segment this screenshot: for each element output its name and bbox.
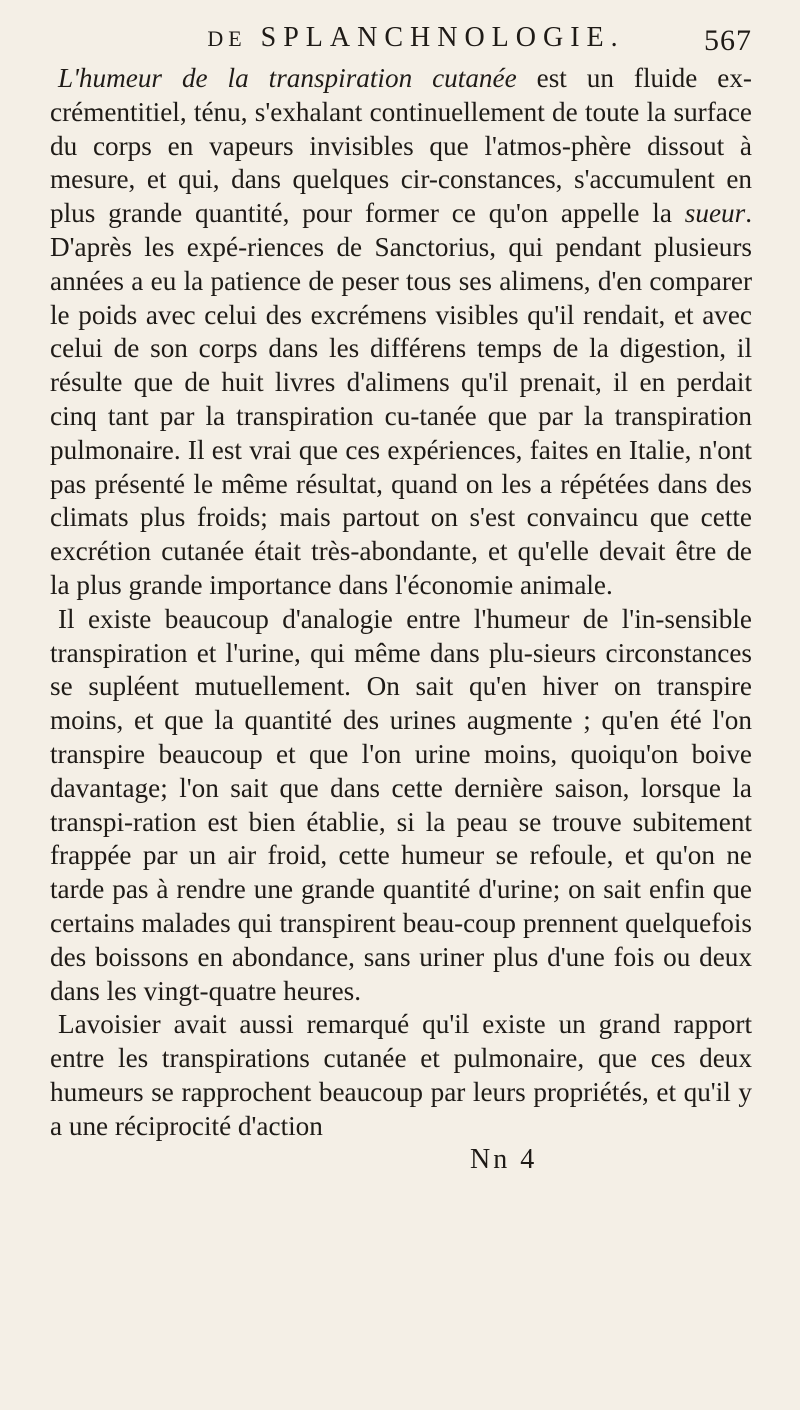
body-text <box>50 62 752 1144</box>
paragraph-1-text-after: . D'après les expé-riences de Sanctorius, qui pendant plusieurs années a eu la patience de peser tous ses alimens, d'en comparer le poids avec celui des excrémens visibles qu'il rendait, et avec celui de son corps dans les différens temps de la digestion, il résulte que de huit livres d'alimens qu'il prenait, il en perdait cinq tant par la transpiration cu-tanée que par la transpiration pulmonaire. Il est vrai que ces expériences, faites en Italie, n'ont pas présenté le même résultat, quand on les a répétées dans des climats plus froids; mais partout on s'est convaincu que cette excrétion cutanée était très-abondante, et qu'elle devait être de la plus grande importance dans l'économie animale. <box>50 198 752 600</box>
paragraph-1-text: est un fluide ex-crémentitiel, ténu, s'exhalant continuellement de toute la surface du corps en vapeurs invisibles que l'atmos-phère dissout à mesure, et qui, dans quelques cir-constances, s'accumulent en plus grande quantité, pour former ce qu'on appelle la <box>50 63 752 229</box>
running-header <box>50 22 752 62</box>
header-prefix: DE <box>207 26 247 51</box>
signature-mark: Nn 4 <box>470 1143 538 1175</box>
paragraph-1-italic-word: sueur <box>684 198 746 229</box>
paragraph-1 <box>50 62 752 603</box>
paragraph-2: Il existe beaucoup d'analogie entre l'humeur de l'in-sensible transpiration et l'urine, qui même dans plu-sieurs circonstances se supléent mutuellement. On sait qu'en hiver on transpire moins, et que la quantité des urines augmente ; qu'en été l'on transpire beaucoup et que l'on urine moins, quoiqu'on boive davantage; l'on sait que dans cette dernière saison, lorsque la transpi-ration est bien établie, si la peau se trouve subitement frappée par un air froid, cette humeur se refoule, et qu'on ne tarde pas à rendre une grande quantité d'urine; on sait enfin que certains malades qui transpirent beau-coup prennent quelquefois des boissons en abondance, sans uriner plus d'une fois ou deux dans les vingt-quatre heures. <box>50 603 752 1006</box>
page-number: 567 <box>704 24 752 57</box>
paragraph-1-lead-italic: L'humeur de la transpiration cutanée <box>58 63 517 93</box>
header-title: SPLANCHNOLOGIE. <box>260 22 625 53</box>
paragraph-3: Lavoisier avait aussi remarqué qu'il existe un grand rapport entre les transpirations cutanée et pulmonaire, que ces deux humeurs se rapprochent beaucoup par leurs propriétés, et qu'il y a une réciprocité d'action <box>50 1009 752 1141</box>
